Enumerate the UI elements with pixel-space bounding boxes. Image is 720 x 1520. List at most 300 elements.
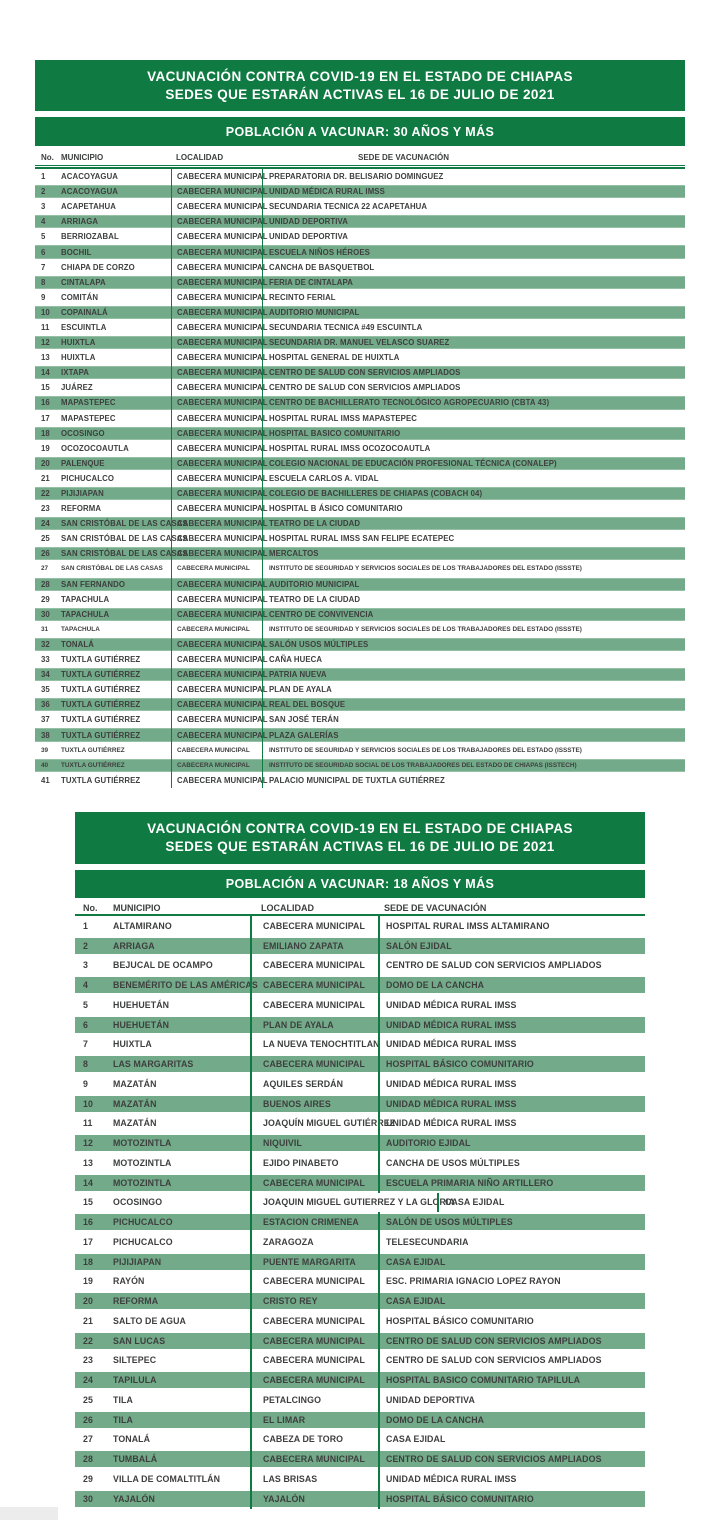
cell-no: 27 [83,1434,93,1445]
cell-sede: CASA EJIDAL [437,1193,645,1213]
table-row [35,395,685,410]
cell-municipio: TAPACHULA [61,625,100,633]
table-row [75,936,645,956]
cell-sede: CASA EJIDAL [378,1252,645,1272]
cell-no: 18 [83,1256,93,1267]
table-row [75,1193,645,1213]
cell-sede: UNIDAD MÉDICA RURAL IMSS [378,1114,645,1134]
cell-no: 19 [41,443,50,453]
cell-localidad: CABECERA MUNICIPAL [171,305,262,320]
cell-sede: INSTITUTO DE SEGURIDAD Y SERVICIOS SOCIALES DE LOS TRABAJADORES DEL ESTADO (ISSSTE) [262,743,685,758]
table-row [75,1094,645,1114]
cell-sede: HOSPITAL RURAL IMSS ALTAMIRANO [378,916,645,936]
cell-no: 18 [41,428,50,438]
table-row [35,169,685,184]
cell-no: 5 [41,232,46,242]
cell-sede: MERCALTOS [262,546,685,561]
cell-localidad: LAS BRISAS [250,1469,378,1489]
cell-no: 30 [41,609,50,619]
title-line-2: SEDES QUE ESTARÁN ACTIVAS EL 16 DE JULIO DE 2021 [165,839,555,854]
cell-no: 13 [41,353,50,363]
cell-no: 34 [41,670,50,680]
table-row [75,1311,645,1331]
table-row [75,1133,645,1153]
cell-no: 41 [41,775,50,785]
cell-localidad: YAJALÓN [250,1489,378,1509]
cell-localidad: CABECERA MUNICIPAL [171,607,262,622]
cell-municipio: IXTAPA [61,368,90,378]
cell-municipio: TUXTLA GUTIÉRREZ [61,670,141,680]
vaccination-table-18plus [75,812,645,1509]
cell-municipio: ALTAMIRANO [113,920,172,931]
column-header-municipio: MUNICIPIO [61,153,104,162]
cell-localidad: EMILIANO ZAPATA [250,936,378,956]
cell-no: 31 [41,625,49,633]
cell-municipio: REFORMA [61,504,102,514]
title-line-1: VACUNACIÓN CONTRA COVID-19 EN EL ESTADO DE CHIAPAS [147,68,573,84]
cell-municipio: TAPACHULA [61,594,110,604]
title-line-1: VACUNACIÓN CONTRA COVID-19 EN EL ESTADO DE CHIAPAS [147,821,573,836]
cell-municipio: ACACOYAGUA [61,172,119,182]
cell-sede: ESCUELA CARLOS A. VIDAL [262,471,685,486]
cell-sede: CASA EJIDAL [378,1430,645,1450]
cell-municipio: BENEMÉRITO DE LAS AMÉRICAS [113,980,258,991]
table-row [35,758,685,773]
cell-localidad: CABECERA MUNICIPAL [250,1272,378,1292]
cell-localidad: CABECERA MUNICIPAL [171,365,262,380]
cell-localidad: CABECERA MUNICIPAL [171,244,262,259]
cell-localidad: CABECERA MUNICIPAL [171,214,262,229]
table-row [75,1351,645,1371]
cell-sede: ESC. PRIMARIA IGNACIO LOPEZ RAYON [378,1272,645,1292]
cell-sede: SALÓN DE USOS MÚLTIPLES [378,1212,645,1232]
cell-localidad: CABECERA MUNICIPAL [171,380,262,395]
cell-no: 10 [41,307,50,317]
cell-sede: SAN JOSÉ TERÁN [262,712,685,727]
table-row [35,577,685,592]
table-row [75,1272,645,1292]
cell-sede: COLEGIO NACIONAL DE EDUCACIÓN PROFESIONAL TÉCNICA (CONALEP) [262,456,685,471]
cell-sede: SALÓN EJIDAL [378,936,645,956]
cell-no: 1 [41,172,46,182]
column-header-sede: SEDE DE VACUNACIÓN [384,902,487,913]
cell-sede: CENTRO DE SALUD CON SERVICIOS AMPLIADOS [378,1331,645,1351]
cell-no: 38 [41,730,50,740]
cell-municipio: TUXTLA GUTIÉRREZ [61,730,141,740]
cell-municipio: TAPILULA [113,1375,157,1386]
column-header-municipio: MUNICIPIO [113,902,161,913]
cell-localidad: CABECERA MUNICIPAL [250,1370,378,1390]
column-header-row [75,901,645,916]
cell-municipio: SILTEPEC [113,1355,157,1366]
cell-sede: TELESECUNDARIA [378,1232,645,1252]
cell-municipio: PICHUCALCO [113,1217,173,1228]
cell-municipio: BOCHIL [61,247,92,257]
cell-sede: INSTITUTO DE SEGURIDAD Y SERVICIOS SOCIALES DE LOS TRABAJADORES DEL ESTADO (ISSSTE) [262,561,685,576]
cell-municipio: MAZATÁN [113,1078,157,1089]
cell-sede: HOSPITAL GENERAL DE HUIXTLA [262,350,685,365]
cell-no: 28 [83,1454,93,1465]
cell-municipio: CHIAPA DE CORZO [61,262,135,272]
table-row [35,697,685,712]
cell-municipio: COPAINALÁ [61,307,108,317]
cell-sede: CENTRO DE SALUD CON SERVICIOS AMPLIADOS [378,1351,645,1371]
cell-municipio: JUÁREZ [61,383,93,393]
column-header-localidad: LOCALIDAD [176,153,224,162]
cell-localidad: CABECERA MUNICIPAL [250,1351,378,1371]
table-row [35,667,685,682]
cell-no: 2 [41,187,46,197]
cell-no: 3 [83,960,88,971]
cell-localidad: JOAQUIN MIGUEL GUTIERREZ Y LA GLORIA [250,1193,437,1213]
cell-municipio: TONALÁ [113,1434,151,1445]
table-row [75,995,645,1015]
cell-no: 37 [41,715,50,725]
cell-sede: HOSPITAL RURAL IMSS OCOZOCOAUTLA [262,441,685,456]
cell-sede: UNIDAD DEPORTIVA [262,229,685,244]
cell-no: 20 [41,458,50,468]
table-row [35,637,685,652]
cell-sede: HOSPITAL BÁSICO COMUNITARIO [378,1489,645,1509]
population-banner: POBLACIÓN A VACUNAR: 18 AÑOS Y MÁS [75,870,645,898]
cell-no: 26 [41,549,50,559]
cell-sede: REAL DEL BOSQUE [262,697,685,712]
cell-municipio: ACAPETAHUA [61,202,116,212]
cell-sede: CENTRO DE SALUD CON SERVICIOS AMPLIADOS [378,1449,645,1469]
cell-sede: SECUNDARIA TECNICA #49 ESCUINTLA [262,320,685,335]
table-row [75,1074,645,1094]
cell-localidad: CABECERA MUNICIPAL [171,275,262,290]
cell-sede: ESCUELA PRIMARIA NIÑO ARTILLERO [378,1173,645,1193]
cell-sede: PALACIO MUNICIPAL DE TUXTLA GUTIÉRREZ [262,773,685,788]
cell-municipio: PIJIJIAPAN [113,1256,162,1267]
cell-no: 4 [83,980,88,991]
cell-no: 35 [41,685,50,695]
cell-municipio: TILA [113,1394,133,1405]
cell-localidad: NIQUIVIL [250,1133,378,1153]
cell-localidad: CABECERA MUNICIPAL [171,743,262,758]
cell-no: 29 [83,1473,93,1484]
cell-municipio: REFORMA [113,1296,159,1307]
cell-municipio: TAPACHULA [61,609,110,619]
cell-municipio: YAJALÓN [113,1493,155,1504]
cell-localidad: AQUILES SERDÁN [250,1074,378,1094]
cell-municipio: PIJIJIAPAN [61,489,104,499]
cell-localidad: BUENOS AIRES [250,1094,378,1114]
table-row [35,546,685,561]
cell-localidad: CABECERA MUNICIPAL [171,727,262,742]
cell-localidad: ESTACION CRIMENEA [250,1212,378,1232]
cell-sede: RECINTO FERIAL [262,290,685,305]
cell-municipio: BEJUCAL DE OCAMPO [113,960,213,971]
cell-municipio: ACACOYAGUA [61,187,119,197]
cell-localidad: CABECERA MUNICIPAL [171,682,262,697]
table-row [35,622,685,637]
cell-localidad: CABECERA MUNICIPAL [250,916,378,936]
cell-no: 4 [41,217,46,227]
cell-no: 26 [83,1414,93,1425]
cell-no: 32 [41,639,50,649]
cell-no: 17 [41,413,50,423]
cell-municipio: HUIXTLA [61,353,96,363]
table-row [75,1035,645,1055]
cell-localidad: CABECERA MUNICIPAL [171,516,262,531]
cell-localidad: CABECERA MUNICIPAL [250,1311,378,1331]
table-row [35,244,685,259]
cell-sede: UNIDAD MÉDICA RURAL IMSS [378,995,645,1015]
column-header-row [35,150,685,166]
cell-sede: TEATRO DE LA CIUDAD [262,516,685,531]
cell-municipio: TILA [113,1414,133,1425]
cell-no: 10 [83,1098,93,1109]
column-header-no: No. [83,902,98,913]
cell-localidad: CABECERA MUNICIPAL [250,1054,378,1074]
cell-localidad: CABECERA MUNICIPAL [171,350,262,365]
cell-sede: SECUNDARIA TECNICA 22 ACAPETAHUA [262,199,685,214]
cell-no: 16 [41,398,50,408]
cell-municipio: SALTO DE AGUA [113,1315,186,1326]
cell-sede: CAÑA HUECA [262,652,685,667]
cell-sede: CENTRO DE SALUD CON SERVICIOS AMPLIADOS [378,956,645,976]
cell-no: 3 [41,202,46,212]
cell-no: 25 [83,1394,93,1405]
table-row [35,365,685,380]
cell-municipio: PICHUCALCO [113,1236,173,1247]
cell-no: 24 [83,1375,93,1386]
cell-municipio: SAN FERNANDO [61,579,126,589]
cell-no: 8 [83,1059,88,1070]
cell-sede: HOSPITAL B ÁSICO COMUNITARIO [262,501,685,516]
table-row [75,1370,645,1390]
cell-localidad: PETALCINGO [250,1390,378,1410]
cell-no: 15 [41,383,50,393]
cell-municipio: BERRIOZABAL [61,232,119,242]
table-row [35,214,685,229]
cell-localidad: CABECERA MUNICIPAL [171,486,262,501]
cell-localidad: LA NUEVA TENOCHTITLAN [250,1035,378,1055]
cell-municipio: TUXTLA GUTIÉRREZ [61,761,125,769]
cell-localidad: CRISTO REY [250,1291,378,1311]
column-header-no: No. [41,153,54,162]
cell-municipio: VILLA DE COMALTITLÁN [113,1473,221,1484]
column-header-localidad: LOCALIDAD [261,902,314,913]
cell-localidad: CABECERA MUNICIPAL [171,561,262,576]
table-row [35,516,685,531]
table-row [35,592,685,607]
cell-municipio: OCOZOCOAUTLA [61,443,129,453]
cell-municipio: PALENQUE [61,458,105,468]
cell-localidad: CABECERA MUNICIPAL [171,260,262,275]
cell-municipio: TUXTLA GUTIÉRREZ [61,775,141,785]
table-row [75,1390,645,1410]
cell-municipio: ESCUINTLA [61,322,107,332]
table-row [75,1430,645,1450]
cell-sede: CANCHA DE BASQUETBOL [262,260,685,275]
table-row [35,682,685,697]
table-row [35,441,685,456]
table-row [35,335,685,350]
cell-sede: DOMO DE LA CANCHA [378,975,645,995]
cell-localidad: CABECERA MUNICIPAL [171,456,262,471]
cell-municipio: COMITÁN [61,292,99,302]
cell-no: 9 [41,292,46,302]
cell-sede: AUDITORIO EJIDAL [378,1133,645,1153]
cell-sede: UNIDAD DEPORTIVA [378,1390,645,1410]
cell-localidad: CABECERA MUNICIPAL [171,229,262,244]
cell-municipio: TUXTLA GUTIÉRREZ [61,715,141,725]
table-rows-30plus [35,167,685,788]
table-row [35,486,685,501]
cell-sede: TEATRO DE LA CIUDAD [262,592,685,607]
cell-sede: ESCUELA NIÑOS HÉROES [262,244,685,259]
cell-municipio: TUXTLA GUTIÉRREZ [61,655,141,665]
cell-municipio: MAZATÁN [113,1098,157,1109]
cell-localidad: CABECERA MUNICIPAL [171,667,262,682]
cell-localidad: EJIDO PINABETO [250,1153,378,1173]
table-rows-18plus [75,916,645,1509]
cell-municipio: ARRIAGA [113,940,155,951]
cell-no: 28 [41,579,50,589]
table-title-banner [35,60,685,111]
table-row [35,275,685,290]
cell-sede: DOMO DE LA CANCHA [378,1410,645,1430]
table-row [35,561,685,576]
vaccination-table-30plus [35,60,685,788]
table-row [35,652,685,667]
cell-municipio: TONALÁ [61,639,94,649]
cell-sede: AUDITORIO MUNICIPAL [262,577,685,592]
cell-sede: SECUNDARIA DR. MANUEL VELASCO SUAREZ [262,335,685,350]
table-row [75,1291,645,1311]
cell-municipio: MAPASTEPEC [61,413,116,423]
cell-no: 22 [83,1335,93,1346]
cell-no: 14 [41,368,50,378]
cell-no: 12 [83,1138,93,1149]
table-row [35,727,685,742]
cell-localidad: CABECERA MUNICIPAL [171,637,262,652]
cell-sede: CENTRO DE SALUD CON SERVICIOS AMPLIADOS [262,380,685,395]
cell-localidad: PLAN DE AYALA [250,1015,378,1035]
cell-no: 21 [41,473,50,483]
cell-sede: PATRIA NUEVA [262,667,685,682]
cell-localidad: CABECERA MUNICIPAL [171,426,262,441]
cell-municipio: MOTOZINTLA [113,1157,172,1168]
cell-sede: COLEGIO DE BACHILLERES DE CHIAPAS (COBACH 04) [262,486,685,501]
cell-localidad: CABECERA MUNICIPAL [171,395,262,410]
cell-localidad: CABECERA MUNICIPAL [171,622,262,637]
cell-municipio: HUEHUETÁN [113,1019,170,1030]
table-row [35,229,685,244]
cell-sede: UNIDAD MÉDICA RURAL IMSS [378,1035,645,1055]
table-row [35,773,685,788]
cell-localidad: CABECERA MUNICIPAL [171,335,262,350]
cell-municipio: CINTALAPA [61,277,106,287]
cell-no: 6 [83,1019,88,1030]
cell-municipio: RAYÓN [113,1276,145,1287]
cell-sede: CASA EJIDAL [378,1291,645,1311]
table-row [35,199,685,214]
cell-no: 36 [41,700,50,710]
table-row [75,1469,645,1489]
cell-sede: PREPARATORIA DR. BELISARIO DOMINGUEZ [262,169,685,184]
table-row [75,1015,645,1035]
table-row [35,607,685,622]
table-row [35,471,685,486]
table-row [75,1212,645,1232]
cell-municipio: SAN LUCAS [113,1335,166,1346]
cell-municipio: HUEHUETÁN [113,999,170,1010]
cell-no: 7 [41,262,46,272]
cell-localidad: CABECERA MUNICIPAL [250,1331,378,1351]
cell-localidad: CABECERA MUNICIPAL [171,652,262,667]
cell-localidad: CABECERA MUNICIPAL [250,1173,378,1193]
cell-no: 11 [83,1118,93,1129]
cell-localidad: CABECERA MUNICIPAL [171,471,262,486]
table-row [35,380,685,395]
cell-no: 11 [41,322,50,332]
cell-sede: UNIDAD MÉDICA RURAL IMSS [378,1074,645,1094]
cell-sede: UNIDAD MÉDICA RURAL IMSS [378,1015,645,1035]
cell-no: 16 [83,1217,93,1228]
cell-sede: INSTITUTO DE SEGURIDAD SOCIAL DE LOS TRABAJADORES DEL ESTADO DE CHIAPAS (ISSTECH) [262,758,685,773]
table-row [75,1114,645,1134]
cell-localidad: CABECERA MUNICIPAL [171,546,262,561]
cell-localidad: CABECERA MUNICIPAL [171,592,262,607]
cell-no: 15 [83,1197,93,1208]
cell-municipio: TUXTLA GUTIÉRREZ [61,685,141,695]
cell-municipio: MOTOZINTLA [113,1177,172,1188]
cell-localidad: EL LIMAR [250,1410,378,1430]
cell-localidad: CABECERA MUNICIPAL [171,697,262,712]
cell-localidad: CABECERA MUNICIPAL [171,320,262,335]
table-row [75,1153,645,1173]
cell-no: 8 [41,277,46,287]
cell-localidad: CABECERA MUNICIPAL [171,531,262,546]
table-row [35,305,685,320]
cell-no: 30 [83,1493,93,1504]
column-header-sede: SEDE DE VACUNACIÓN [358,153,449,162]
cell-sede: HOSPITAL BÁSICO COMUNITARIO [378,1054,645,1074]
cell-municipio: SAN CRISTÓBAL DE LAS CASAS [61,534,188,544]
cell-sede: HOSPITAL RURAL IMSS MAPASTEPEC [262,411,685,426]
table-row [75,1410,645,1430]
cell-no: 13 [83,1157,93,1168]
cell-no: 23 [41,504,50,514]
cell-sede: PLAN DE AYALA [262,682,685,697]
cell-localidad: CABECERA MUNICIPAL [171,441,262,456]
table-row [75,1173,645,1193]
cell-no: 23 [83,1355,93,1366]
cell-no: 17 [83,1236,93,1247]
table-row [35,260,685,275]
cell-sede: FERIA DE CINTALAPA [262,275,685,290]
table-row [75,956,645,976]
cell-municipio: SAN CRISTÓBAL DE LAS CASAS [61,565,163,573]
cell-no: 6 [41,247,46,257]
cell-localidad: CABECERA MUNICIPAL [171,501,262,516]
cell-municipio: TUMBALÁ [113,1454,158,1465]
cell-municipio: TUXTLA GUTIÉRREZ [61,700,141,710]
cell-localidad: CABECERA MUNICIPAL [250,1449,378,1469]
cell-no: 20 [83,1296,93,1307]
cell-municipio: OCOSINGO [61,428,105,438]
cell-localidad: CABECERA MUNICIPAL [171,411,262,426]
cell-localidad: CABECERA MUNICIPAL [171,758,262,773]
cell-no: 27 [41,565,49,573]
cell-sede: UNIDAD MÉDICA RURAL IMSS [262,184,685,199]
cell-no: 22 [41,489,50,499]
cell-no: 2 [83,940,88,951]
